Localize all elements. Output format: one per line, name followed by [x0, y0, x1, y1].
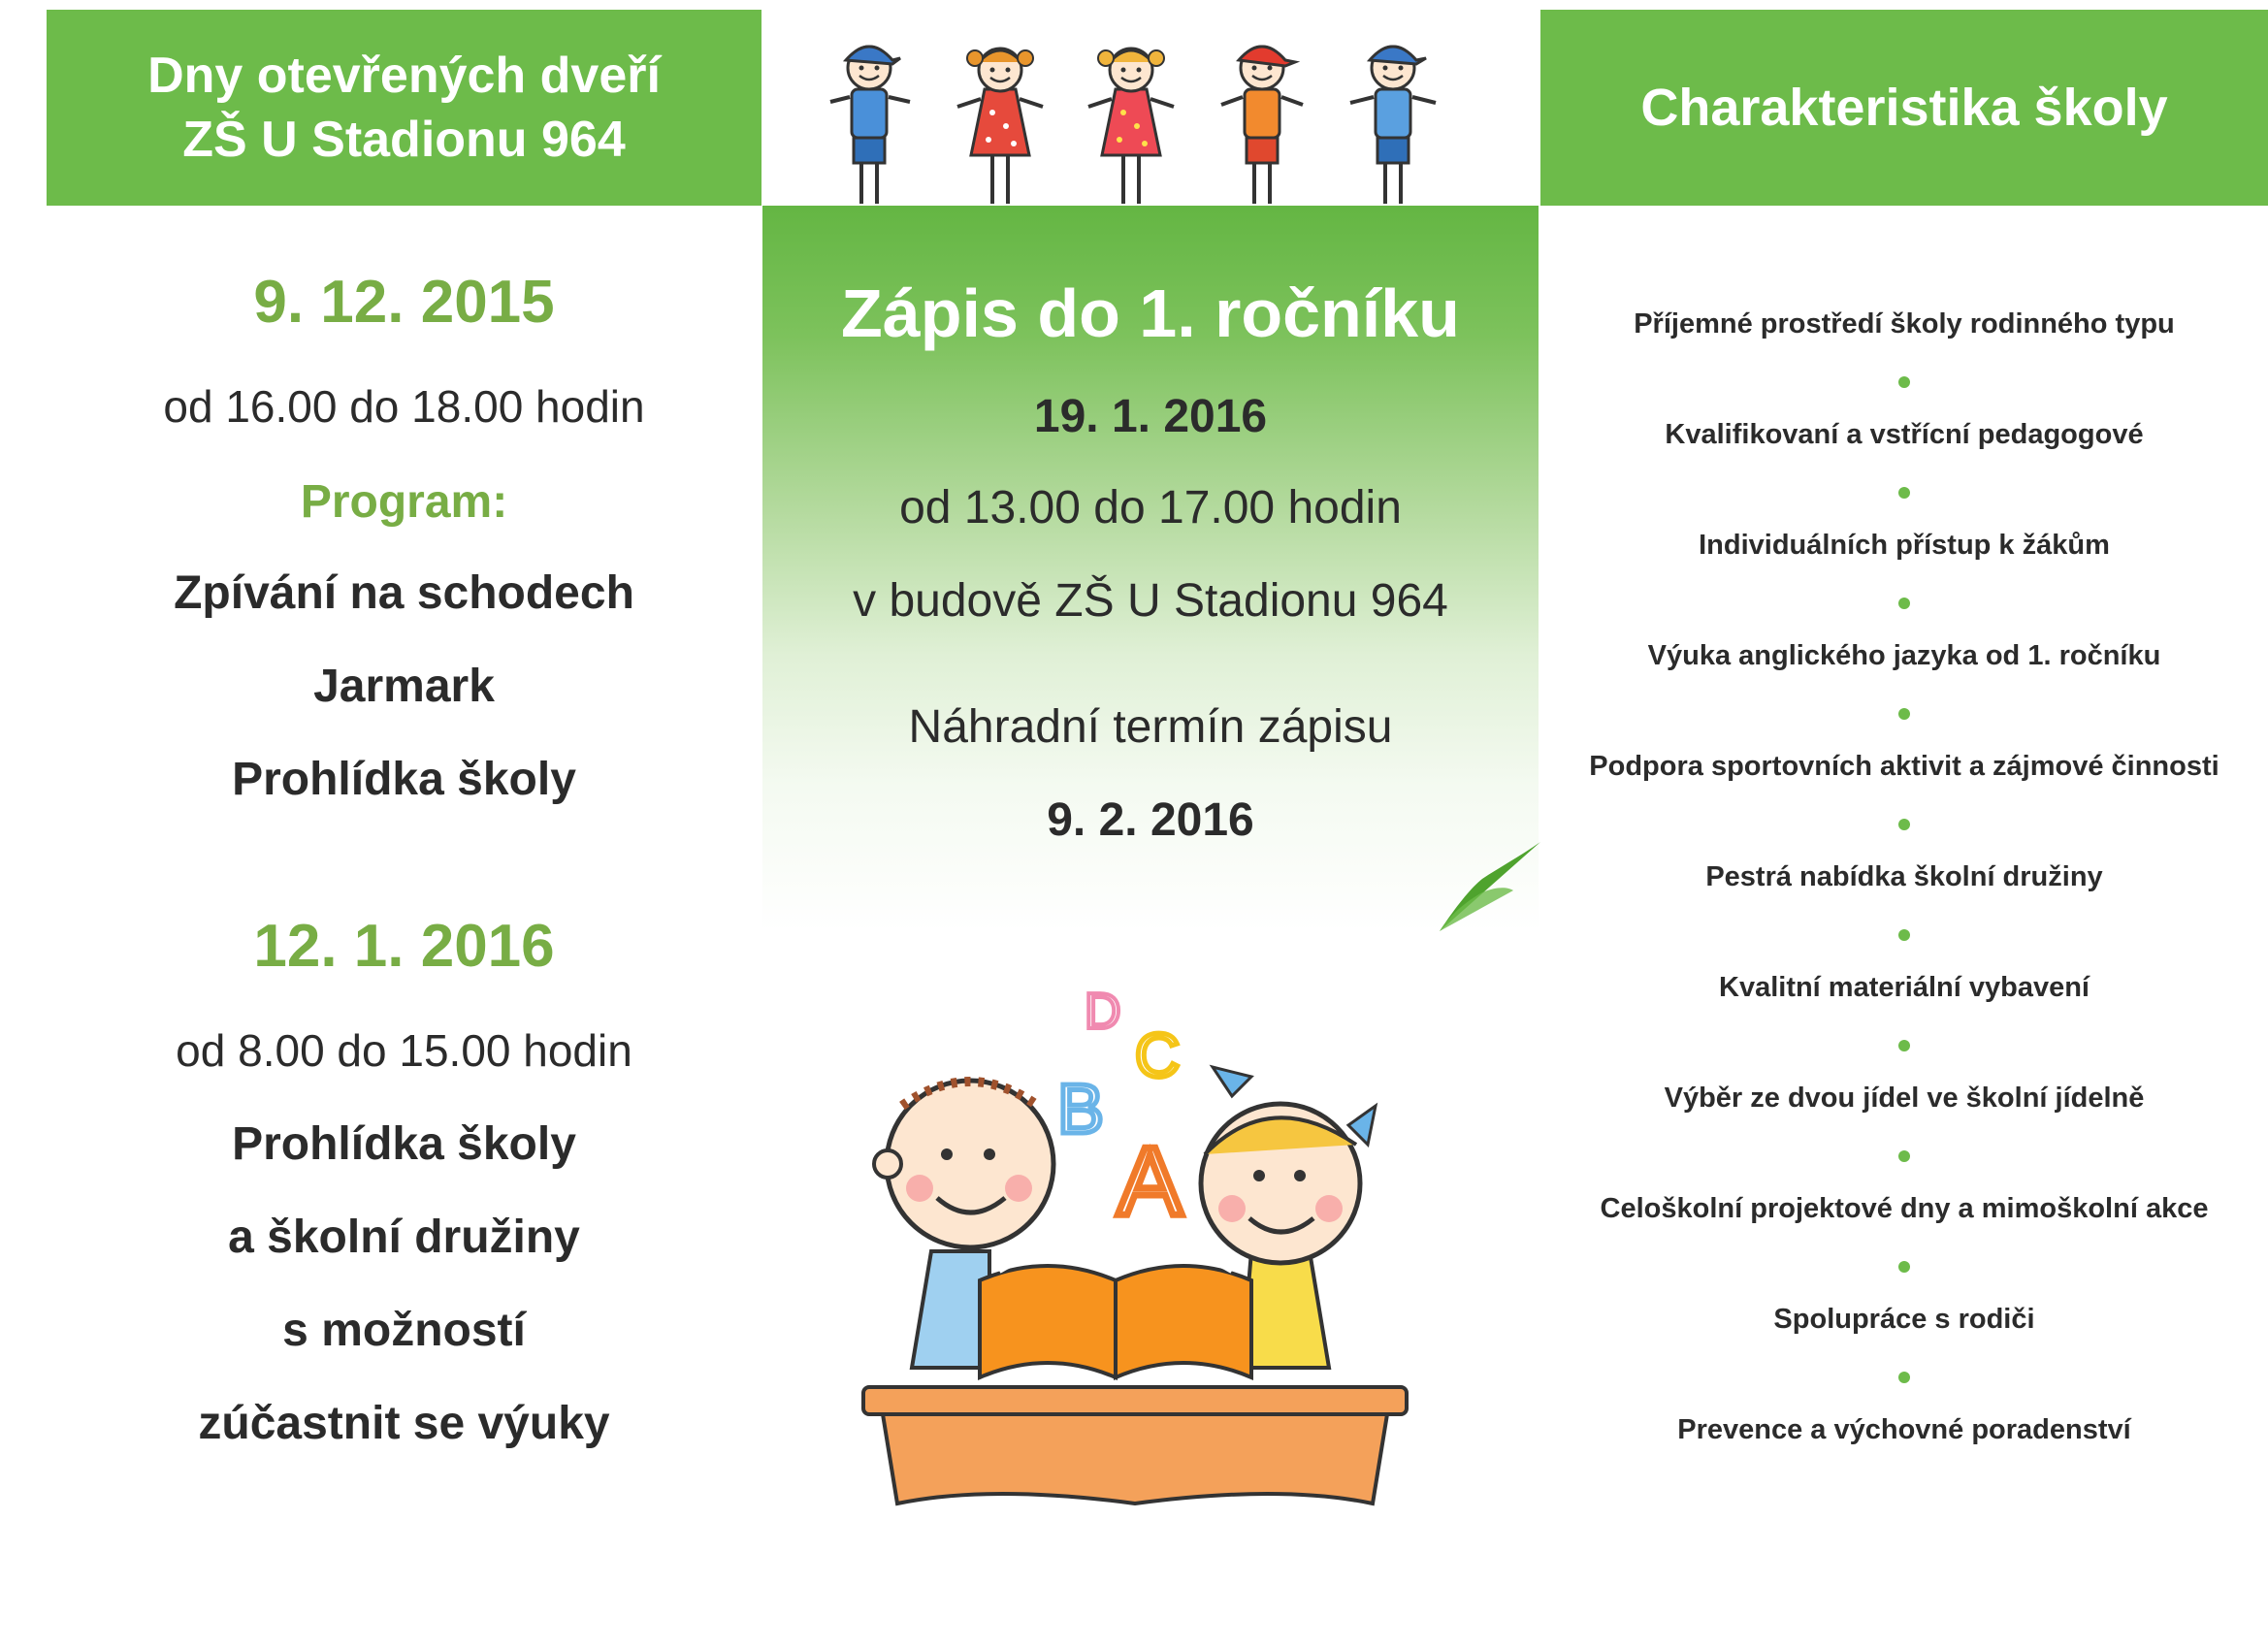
list-item: [1540, 301, 2268, 411]
list-item: [1540, 1075, 2268, 1185]
open-day-2-item: Prohlídka školy: [232, 1118, 576, 1170]
list-item: [1540, 1406, 2268, 1517]
open-day-2-item: a školní družiny: [228, 1212, 580, 1263]
feature-text: Výběr ze dvou jídel ve školní jídelně: [1664, 1083, 2145, 1114]
kids-reading-illustration: [844, 960, 1465, 1513]
enrollment-alt-date: 9. 2. 2016: [1047, 794, 1254, 846]
school-name: ZŠ U Stadionu 964: [182, 112, 626, 168]
list-item: [1540, 632, 2268, 743]
program-item: Zpívání na schodech: [174, 567, 634, 619]
list-item: [1540, 743, 2268, 854]
open-days-header: [47, 10, 761, 206]
list-item: [1540, 522, 2268, 632]
enrollment-place: v budově ZŠ U Stadionu 964: [853, 575, 1448, 627]
kids-row-illustration: [811, 29, 1471, 223]
feature-text: Příjemné prostředí školy rodinného typu: [1634, 308, 2175, 340]
bullet-dot-icon: [1898, 376, 1910, 388]
boy-red-cap-figure: [1221, 47, 1303, 204]
boy-blue-cap-figure: [830, 47, 910, 204]
girl-red-dress-figure: [957, 48, 1043, 204]
feature-text: Pestrá nabídka školní družiny: [1705, 861, 2103, 892]
program-item: Prohlídka školy: [232, 754, 576, 805]
letter-b: B: [1057, 1071, 1105, 1148]
list-item: [1540, 411, 2268, 522]
open-day-1-hours: od 16.00 do 18.00 hodin: [163, 381, 645, 432]
feature-text: Výuka anglického jazyka od 1. ročníku: [1647, 640, 2161, 671]
feature-text: Celoškolní projektové dny a mimoškolní akce: [1600, 1193, 2209, 1224]
list-item: [1540, 1296, 2268, 1406]
feature-text: Kvalifikovaní a vstřícní pedagogové: [1665, 419, 2144, 450]
open-day-2-item: zúčastnit se výuky: [198, 1398, 610, 1449]
characteristics-list: [1540, 301, 2268, 1517]
feature-text: Individuálních přístup k žákům: [1699, 530, 2110, 561]
bullet-dot-icon: [1898, 819, 1910, 830]
program-item: Jarmark: [313, 661, 495, 712]
feature-text: Kvalitní materiální vybavení: [1719, 972, 2090, 1003]
program-label: Program:: [300, 476, 508, 528]
bullet-dot-icon: [1898, 598, 1910, 609]
open-day-2-item: s možností: [282, 1305, 526, 1356]
open-day-2-date: 12. 1. 2016: [253, 913, 555, 980]
enrollment-date: 19. 1. 2016: [1033, 391, 1268, 442]
characteristics-header: Charakteristika školy: [1540, 10, 2268, 206]
open-book-figure: [980, 1255, 1251, 1377]
bullet-dot-icon: [1898, 1150, 1910, 1162]
bullet-dot-icon: [1898, 929, 1910, 941]
bullet-dot-icon: [1898, 1040, 1910, 1051]
list-item: [1540, 854, 2268, 964]
enrollment-hours: od 13.00 do 17.00 hodin: [899, 482, 1402, 534]
girl-dotted-dress-figure: [1088, 48, 1174, 204]
list-item: [1540, 964, 2268, 1075]
letter-d: D: [1085, 984, 1121, 1040]
boy-blue-shirt-figure: [1350, 47, 1436, 204]
bullet-dot-icon: [1898, 708, 1910, 720]
open-day-1-date: 9. 12. 2015: [253, 269, 555, 336]
bullet-dot-icon: [1898, 1372, 1910, 1383]
letter-a: A: [1118, 1127, 1183, 1236]
feature-text: Spolupráce s rodiči: [1773, 1304, 2035, 1335]
page-curl-decoration: [1440, 842, 1540, 931]
letter-c: C: [1135, 1020, 1181, 1090]
bullet-dot-icon: [1898, 487, 1910, 499]
feature-text: Prevence a výchovné poradenství: [1677, 1414, 2131, 1445]
enrollment-title: Zápis do 1. ročníku: [841, 275, 1460, 351]
list-item: [1540, 1185, 2268, 1296]
desk-figure: [863, 1387, 1407, 1504]
feature-text: Podpora sportovních aktivit a zájmové činnosti: [1589, 751, 2219, 782]
bullet-dot-icon: [1898, 1261, 1910, 1273]
enrollment-alt-label: Náhradní termín zápisu: [908, 701, 1393, 753]
open-day-2-hours: od 8.00 do 15.00 hodin: [176, 1025, 632, 1076]
open-days-title: Dny otevřených dveří: [147, 48, 661, 104]
